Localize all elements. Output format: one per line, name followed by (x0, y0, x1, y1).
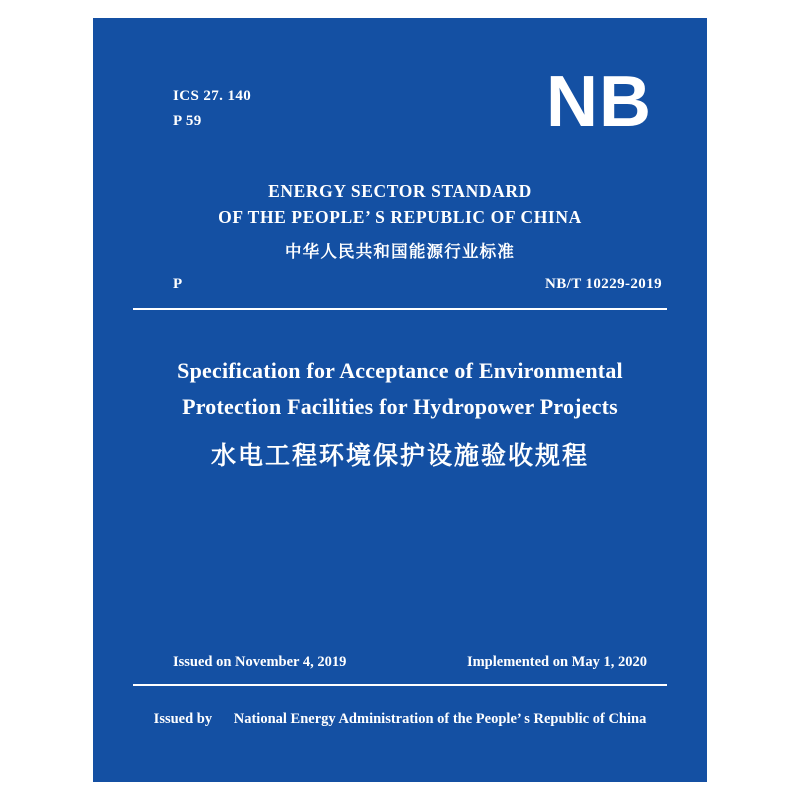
ics-classification: ICS 27. 140 (173, 88, 252, 104)
standard-header-chinese: 中华人民共和国能源行业标准 (284, 241, 516, 261)
standard-header-english-line1: ENERGY SECTOR STANDARD (268, 181, 532, 201)
ics-category: P 59 (173, 112, 202, 129)
ics-block (173, 84, 251, 134)
nb-logo: NB (546, 62, 652, 142)
divider-top (133, 308, 667, 310)
title-english-line2: Protection Facilities for Hydropower Projects (182, 393, 618, 419)
issue-date: Issued on November 4, 2019 (173, 654, 347, 670)
dates-row (173, 654, 647, 671)
title-chinese: 水电工程环境保护设施验收规程 (210, 441, 589, 471)
category-letter: P (173, 276, 183, 292)
standard-number: NB/T 10229-2019 (545, 276, 662, 292)
divider-bottom (133, 684, 667, 686)
code-row (173, 276, 662, 293)
standard-header (93, 178, 707, 262)
document-title (138, 353, 662, 472)
issuer-row (93, 711, 707, 728)
title-english-line1: Specification for Acceptance of Environmental (177, 358, 623, 383)
standard-cover (93, 18, 707, 782)
standard-header-english-line2: OF THE PEOPLE’ S REPUBLIC OF CHINA (218, 207, 582, 228)
implementation-date: Implemented on May 1, 2020 (466, 654, 647, 670)
issuer-label: Issued by (153, 711, 213, 727)
issuer-name: National Energy Administration of the People’ s Republic of China (233, 711, 647, 727)
